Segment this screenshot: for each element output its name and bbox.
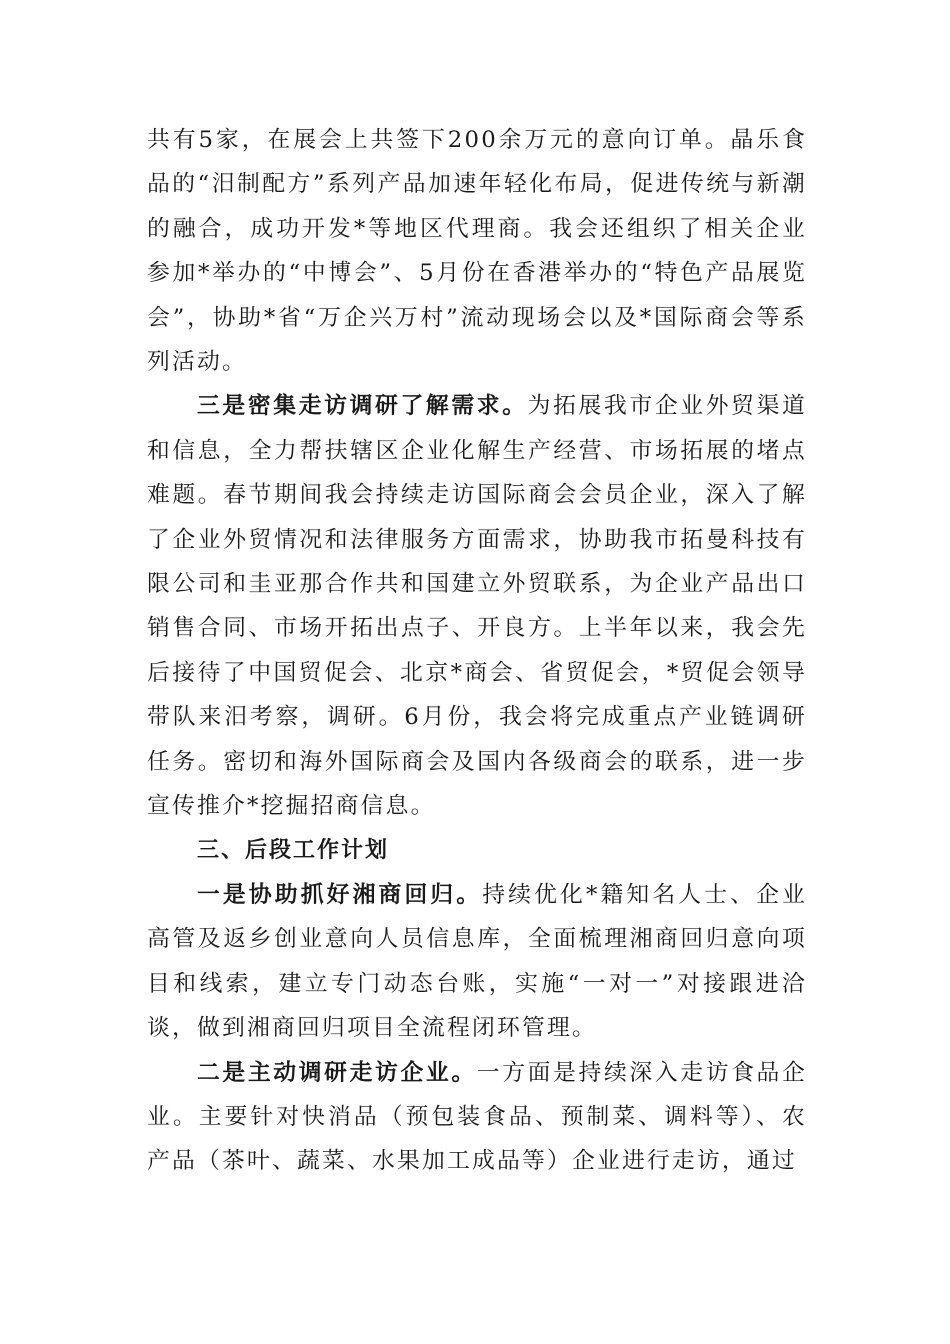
paragraph-lead: 一是协助抓好湘商回归。: [197, 881, 483, 908]
paragraph-research-visits: [147, 384, 807, 828]
paragraph-enterprise-visits: [147, 1051, 807, 1184]
paragraph-continued: [147, 118, 807, 384]
section-heading: 三、后段工作计划: [197, 837, 390, 863]
paragraph-lead: 二是主动调研走访企业。: [197, 1059, 477, 1086]
paragraph-text: 一方面是持续深入走访食品企业。主要针对快消品（预包装食品、预制菜、调料等）、农产品（茶叶、蔬菜、水果加工成品等）企业进行走访，通过: [147, 1059, 807, 1175]
paragraph-merchant-return: [147, 873, 807, 1051]
paragraph-text: 为拓展我市企业外贸渠道和信息，全力帮扶辖区企业化解生产经营、市场拓展的堵点难题。春节期间我会持续走访国际商会会员企业，深入了解了企业外贸情况和法律服务方面需求，协助我市拓曼科技有限公司和圭亚那合作共和国建立外贸联系，为企业产品出口销售合同、市场开拓出点子、开良方。上半年以来，我会先后接待了中国贸促会、北京*商会、省贸促会，*贸促会领导带队来汨考察，调研。6月份，我会将完成重点产业链调研任务。密切和海外国际商会及国内各级商会的联系，进一步宣传推介*挖掘招商信息。: [147, 393, 807, 820]
document-body: [147, 118, 807, 1184]
paragraph-text: 持续优化*籍知名人士、企业高管及返乡创业意向人员信息库，全面梳理湘商回归意向项目和线索，建立专门动态台账，实施“一对一”对接跟进洽谈，做到湘商回归项目全流程闭环管理。: [147, 881, 807, 1042]
paragraph-text: 共有5家，在展会上共签下200余万元的意向订单。晶乐食品的“汨制配方”系列产品加速年轻化布局，促进传统与新潮的融合，成功开发*等地区代理商。我会还组织了相关企业参加*举办的“中博会”、5月份在香港举办的“特色产品展览会”，协助*省“万企兴万村”流动现场会以及*国际商会等系列活动。: [147, 127, 807, 376]
paragraph-lead: 三是密集走访调研了解需求。: [197, 393, 528, 420]
